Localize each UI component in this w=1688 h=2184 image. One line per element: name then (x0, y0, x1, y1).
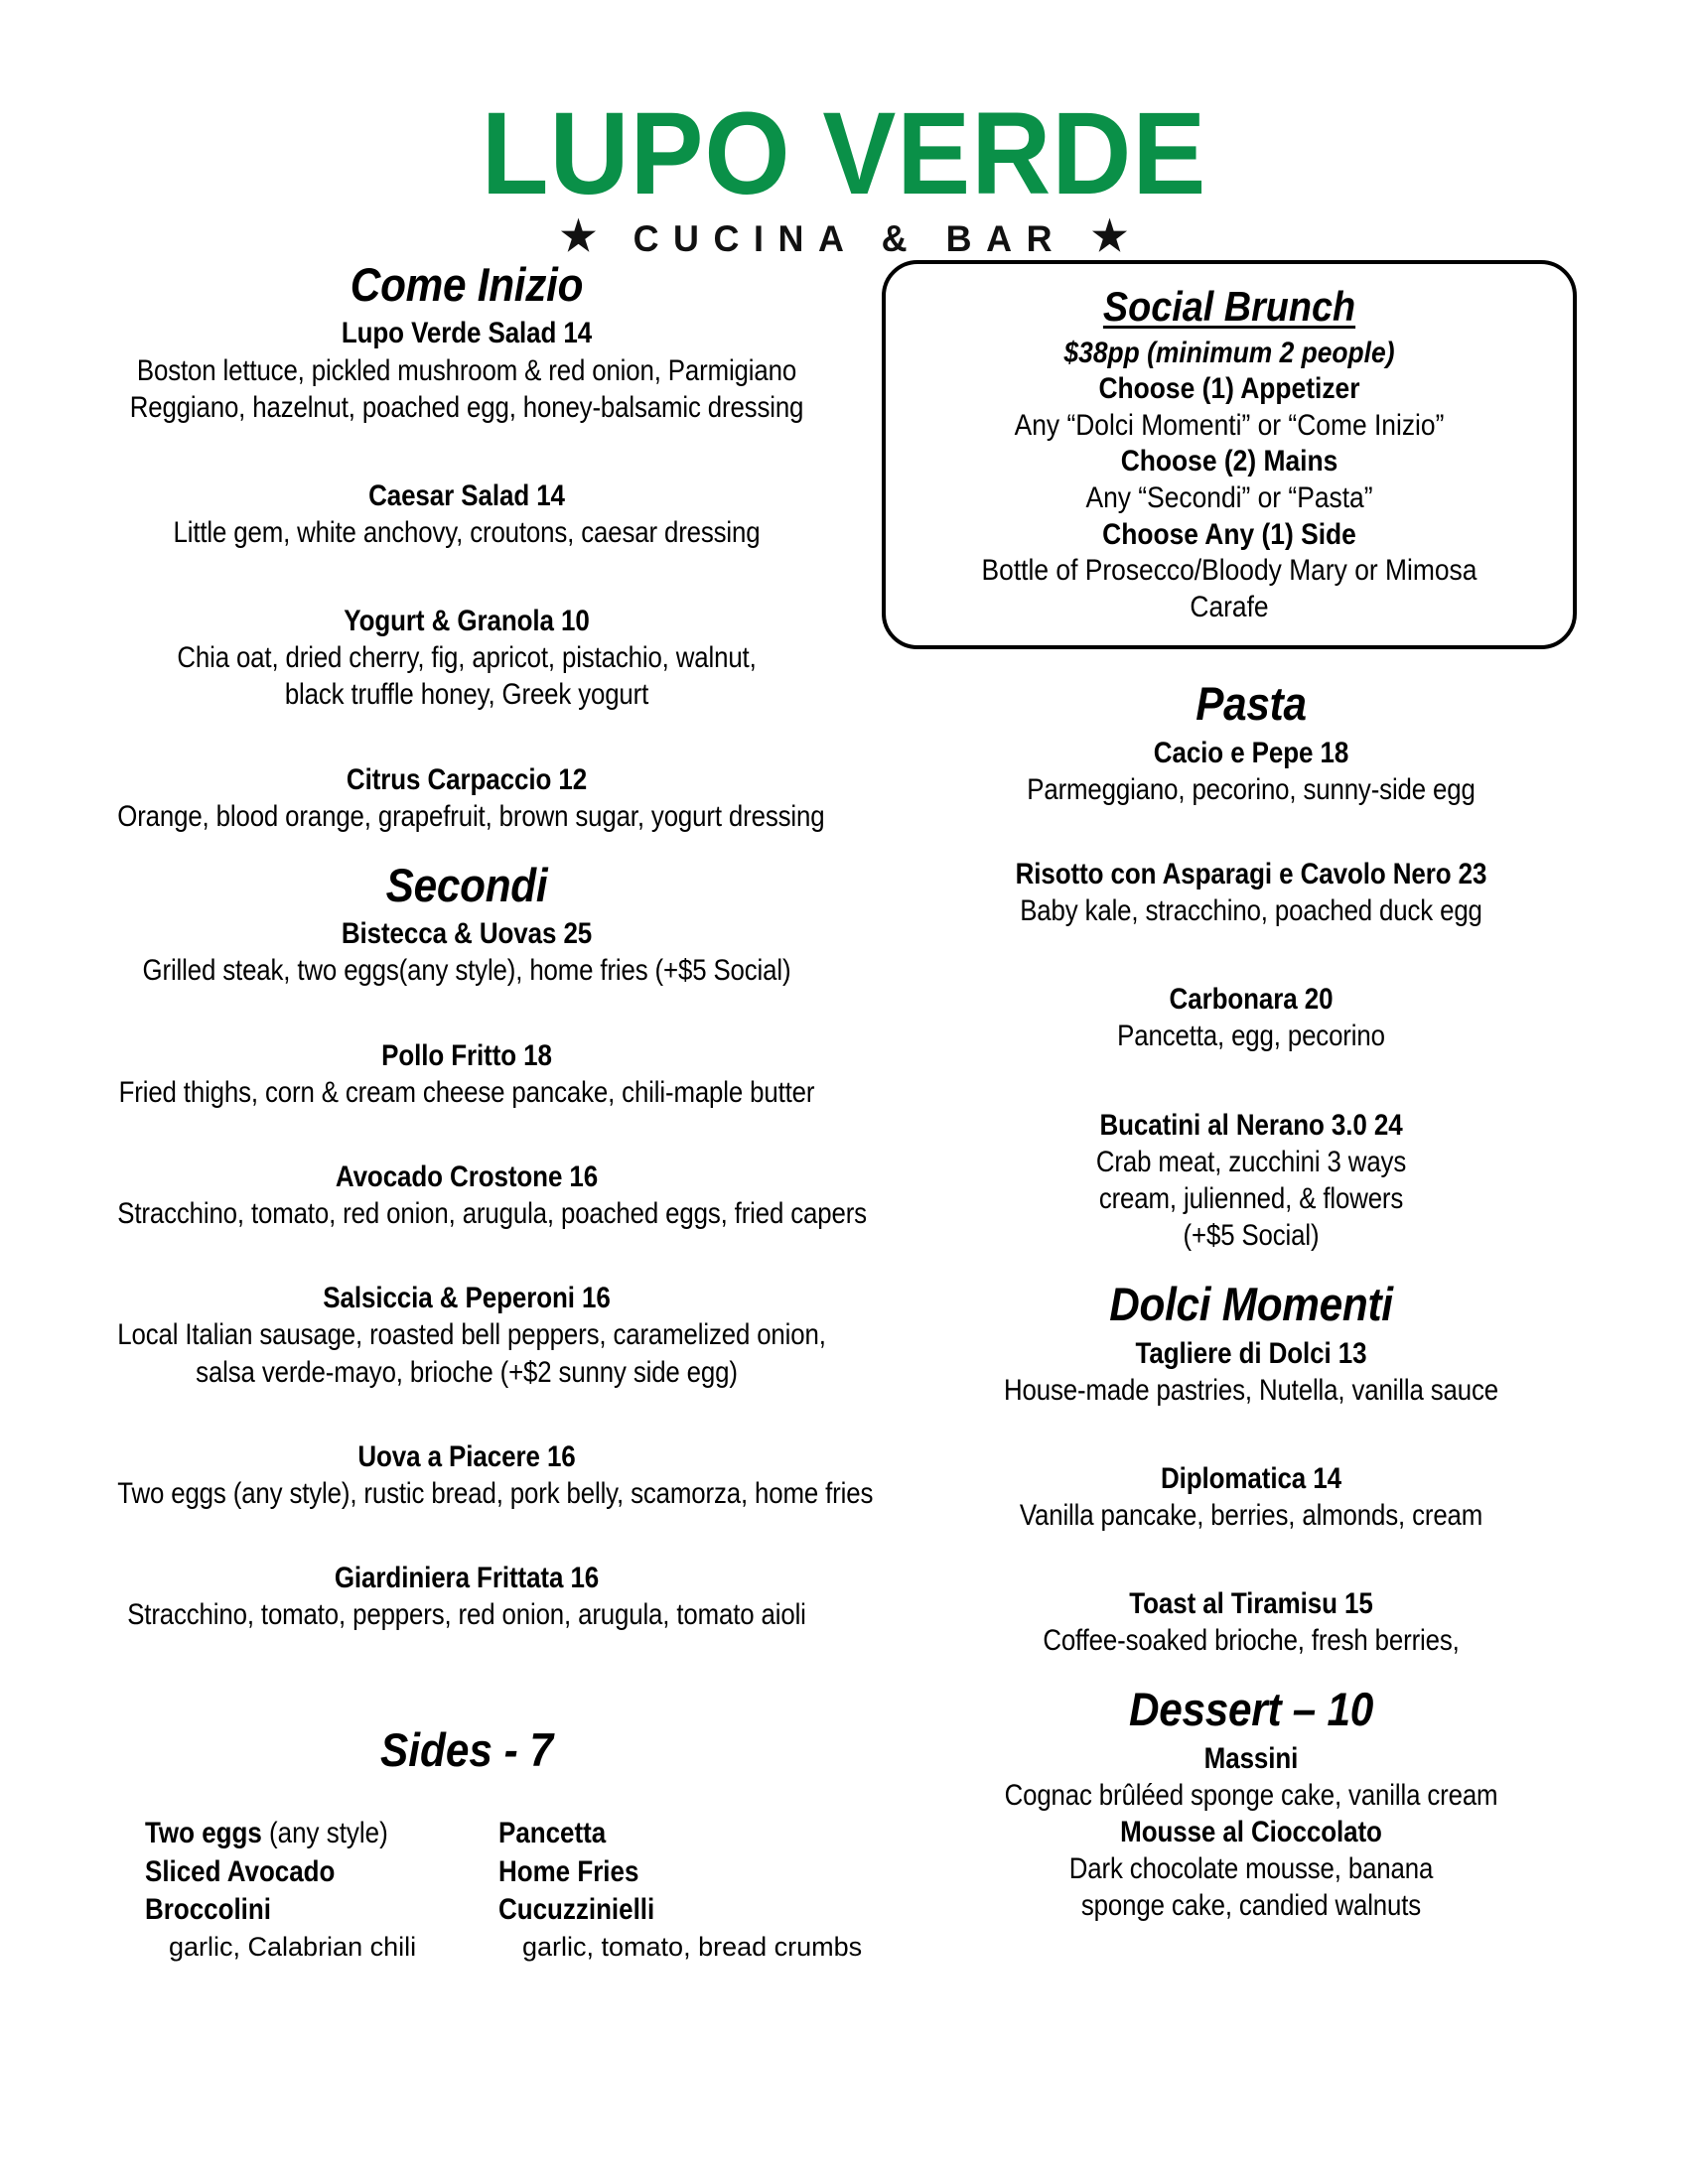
item-name: Yogurt & Granola 10 (344, 605, 590, 638)
item-description-line: Grilled steak, two eggs(any style), home fries (+$5 Social) (142, 954, 791, 988)
item-name: Carbonara 20 (1169, 983, 1334, 1017)
item-name: Bistecca & Uovas 25 (341, 917, 593, 951)
side-item-name: Two eggs (145, 1817, 262, 1850)
sides-column-two (498, 1815, 863, 1965)
tagline-text: CUCINA & BAR (633, 218, 1067, 259)
section-pasta (882, 679, 1620, 1254)
menu-item (68, 478, 866, 551)
side-item (145, 1853, 407, 1891)
menu-columns (0, 260, 1688, 1965)
item-name: Cacio e Pepe 18 (1153, 736, 1349, 769)
item-description-line: Reggiano, hazelnut, poached egg, honey-balsamic dressing (129, 390, 804, 424)
section-secondi (68, 858, 874, 1633)
item-description-line: Coffee-soaked brioche, fresh berries, (1043, 1624, 1460, 1658)
section-heading-secondi: Secondi (385, 858, 548, 911)
section-dolci-momenti (882, 1280, 1620, 1659)
item-description-line: House-made pastries, Nutella, vanilla sauce (1004, 1373, 1498, 1407)
item-name: Uova a Piacere 16 (357, 1439, 576, 1473)
item-name: Diplomatica 14 (1160, 1461, 1341, 1495)
item-description-line: Parmeggiano, pecorino, sunny-side egg (1027, 772, 1476, 806)
social-brunch-title: Social Brunch (1102, 283, 1356, 330)
menu-item (882, 1460, 1620, 1534)
section-heading-dessert: Dessert – 10 (1128, 1683, 1374, 1736)
side-item (498, 1853, 761, 1891)
menu-item (68, 1438, 874, 1512)
menu-item (882, 1814, 1620, 1924)
social-brunch-line: Choose Any (1) Side (1102, 517, 1356, 551)
side-item (498, 1891, 761, 1929)
menu-item (882, 1107, 1620, 1255)
item-description-line: Dark chocolate mousse, banana (1068, 1852, 1434, 1886)
section-heading-come-inizio: Come Inizio (350, 258, 584, 311)
section-heading-pasta: Pasta (1196, 677, 1307, 731)
item-name: Citrus Carpaccio 12 (346, 762, 588, 796)
item-name: Giardiniera Frittata 16 (334, 1561, 600, 1594)
item-description-line: Fried thighs, corn & cream cheese pancake, chili-maple butter (118, 1075, 815, 1109)
item-description-line: Two eggs (any style), rustic bread, pork belly, scamorza, home fries (117, 1476, 874, 1510)
section-come-inizio (68, 260, 866, 835)
menu-item (68, 315, 866, 425)
item-name: Toast al Tiramisu 15 (1129, 1587, 1373, 1621)
side-item-sub: garlic, tomato, bread crumbs (522, 1932, 863, 1963)
left-column (34, 258, 874, 1965)
social-brunch-line: Bottle of Prosecco/Bloody Mary or Mimosa Carafe (981, 554, 1477, 623)
star-icon-left: ★ (560, 212, 597, 259)
star-icon-right: ★ (1091, 212, 1128, 259)
item-description-line: (+$5 Social) (1183, 1219, 1320, 1253)
item-name: Massini (1203, 1741, 1299, 1775)
item-description-line: salsa verde-mayo, brioche (+$2 sunny side egg) (196, 1355, 738, 1389)
menu-item (882, 735, 1620, 808)
side-item-name: Cucuzzinielli (498, 1892, 655, 1926)
item-name: Bucatini al Nerano 3.0 24 (1099, 1108, 1403, 1142)
menu-item (68, 1560, 866, 1633)
social-brunch-line: Choose (2) Mains (1120, 445, 1338, 478)
item-name: Avocado Crostone 16 (335, 1160, 599, 1193)
side-item-name: Pancetta (498, 1817, 607, 1850)
menu-item (68, 1037, 866, 1111)
side-item-sub: garlic, Calabrian chili (169, 1932, 417, 1963)
menu-item (882, 981, 1620, 1054)
section-dessert (882, 1685, 1620, 1924)
menu-item (882, 1335, 1620, 1409)
item-description-line: Little gem, white anchovy, croutons, caesar dressing (173, 515, 761, 549)
item-description-line: Chia oat, dried cherry, fig, apricot, pistachio, walnut, (177, 641, 757, 675)
item-description-line: Stracchino, tomato, peppers, red onion, arugula, tomato aioli (127, 1598, 806, 1632)
right-column (866, 260, 1620, 1925)
item-name: Caesar Salad 14 (368, 478, 565, 512)
item-description-line: cream, julienned, & flowers (1098, 1181, 1404, 1215)
side-item (498, 1815, 761, 1852)
side-item-name: Sliced Avocado (145, 1854, 336, 1888)
section-sides (68, 1722, 866, 1965)
side-item-name: Broccolini (145, 1892, 271, 1926)
menu-item (68, 603, 866, 713)
menu-item (68, 761, 866, 835)
social-brunch-line: Any “Dolci Momenti” or “Come Inizio” (1014, 408, 1445, 442)
menu-item (68, 915, 866, 989)
item-description-line: Vanilla pancake, berries, almonds, cream (1019, 1499, 1483, 1533)
item-description-line: Crab meat, zucchini 3 ways (1095, 1145, 1407, 1178)
social-brunch-price: $38pp (minimum 2 people) (1063, 336, 1395, 369)
social-brunch-box (882, 260, 1577, 649)
menu-header (0, 0, 1688, 260)
item-description-line: Stracchino, tomato, red onion, arugula, poached eggs, fried capers (117, 1197, 867, 1231)
menu-item (68, 1159, 866, 1232)
item-name: Salsiccia & Peperoni 16 (323, 1282, 611, 1315)
side-item-note: (any style) (261, 1817, 388, 1850)
social-brunch-line: Any “Secondi” or “Pasta” (1085, 480, 1373, 514)
side-item (145, 1815, 407, 1852)
menu-item (882, 1740, 1620, 1814)
item-name: Lupo Verde Salad 14 (341, 317, 593, 350)
menu-item (882, 1585, 1620, 1659)
item-description-line: Local Italian sausage, roasted bell peppers, caramelized onion, (117, 1318, 826, 1352)
sides-grid (68, 1815, 866, 1965)
item-description-line: Pancetta, egg, pecorino (1117, 1020, 1385, 1053)
side-item (145, 1891, 407, 1929)
item-name: Tagliere di Dolci 13 (1135, 1336, 1367, 1370)
menu-item (882, 856, 1620, 929)
item-name: Mousse al Cioccolato (1120, 1816, 1382, 1849)
restaurant-name: LUPO VERDE (481, 88, 1207, 219)
menu-item (68, 1280, 866, 1390)
section-heading-sides: Sides - 7 (380, 1723, 553, 1777)
item-description-line: Boston lettuce, pickled mushroom & red onion, Parmigiano (136, 353, 797, 387)
item-description-line: Cognac brûléed sponge cake, vanilla cream (1004, 1778, 1498, 1812)
social-brunch-line: Choose (1) Appetizer (1098, 372, 1360, 406)
section-heading-dolci-momenti: Dolci Momenti (1109, 1278, 1393, 1331)
item-name: Pollo Fritto 18 (381, 1038, 552, 1072)
restaurant-tagline (26, 212, 1663, 260)
item-description-line: Orange, blood orange, grapefruit, brown sugar, yogurt dressing (117, 799, 825, 833)
item-description-line: Baby kale, stracchino, poached duck egg (1020, 894, 1482, 928)
sides-column-one (145, 1815, 443, 1965)
side-item-name: Home Fries (498, 1854, 639, 1888)
item-description-line: sponge cake, candied walnuts (1080, 1889, 1422, 1923)
item-name: Risotto con Asparagi e Cavolo Nero 23 (1015, 857, 1487, 890)
item-description-line: black truffle honey, Greek yogurt (284, 678, 649, 712)
